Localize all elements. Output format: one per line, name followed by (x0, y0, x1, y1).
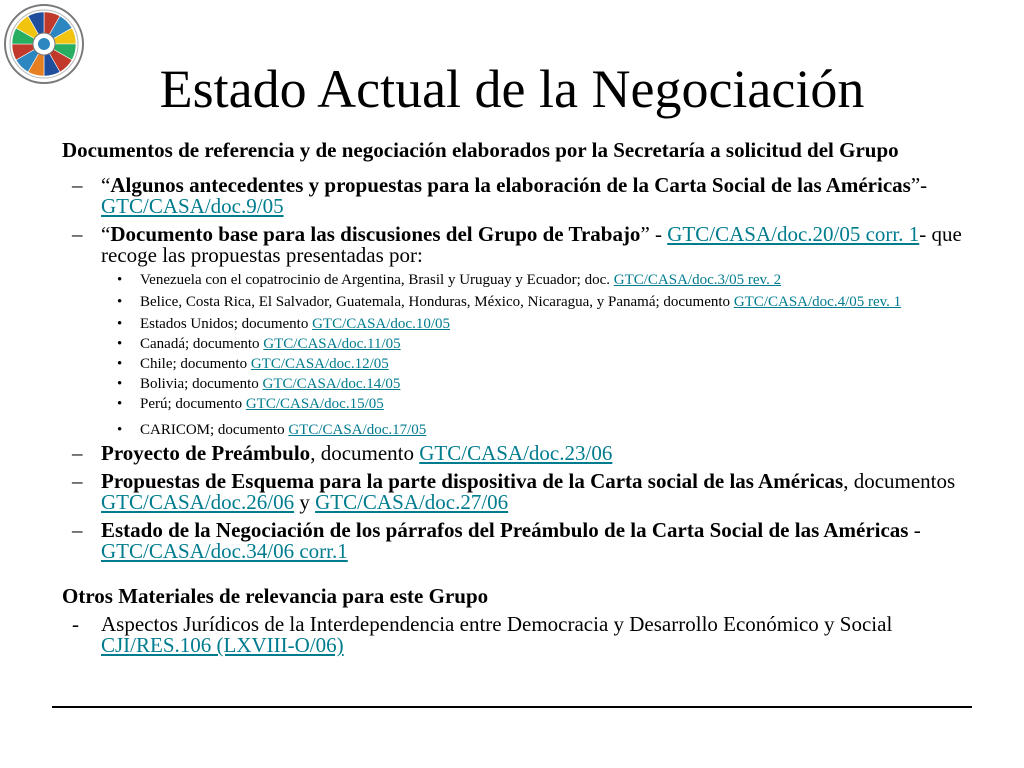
item-title: Algunos antecedentes y propuestas para la elaboración de la Carta Social de las Américas (110, 173, 911, 197)
doc-link[interactable]: GTC/CASA/doc.17/05 (288, 422, 427, 438)
bullet-marker: • (117, 356, 123, 372)
list-item: – “Algunos antecedentes y propuestas para la elaboración de la Carta Social de las Américas”- GTC/CASA/doc.9/05 (72, 173, 928, 218)
list-item: • Bolivia; documento GTC/CASA/doc.14/05 (117, 376, 401, 392)
item-title: Proyecto de Preámbulo (101, 441, 311, 465)
doc-link[interactable]: GTC/CASA/doc.11/05 (263, 336, 401, 352)
bullet-marker: • (117, 376, 123, 392)
doc-link[interactable]: CJI/RES.106 (LXVIII-O/06) (101, 633, 344, 657)
list-item: – Estado de la Negociación de los párrafos del Preámbulo de la Carta Social de las Américas - GTC/CASA/doc.34/06 corr.1 (72, 518, 921, 563)
doc-link[interactable]: GTC/CASA/doc.23/06 (419, 441, 613, 465)
list-item: – Proyecto de Preámbulo, documento GTC/CASA/doc.23/06 (72, 441, 613, 465)
slide-content (62, 140, 972, 656)
list-item: • Perú; documento GTC/CASA/doc.15/05 (117, 396, 384, 412)
bullet-marker: • (117, 294, 123, 310)
dash-marker: – (72, 222, 83, 246)
list-item: • Chile; documento GTC/CASA/doc.12/05 (117, 356, 389, 372)
list-item: – Propuestas de Esquema para la parte dispositiva de la Carta social de las Américas, documentos GTC/CASA/doc.26/06 y GTC/CASA/doc.27/06 (72, 469, 956, 514)
doc-link[interactable]: GTC/CASA/doc.20/05 corr. 1 (667, 222, 920, 246)
list-item: • Venezuela con el copatrocinio de Argentina, Brasil y Uruguay y Ecuador; doc. GTC/CASA/doc.3/05 rev. 2 (117, 272, 782, 288)
list-item: • Canadá; documento GTC/CASA/doc.11/05 (117, 336, 401, 352)
other-materials-heading: Otros Materiales de relevancia para este Grupo (62, 584, 489, 608)
doc-link[interactable]: GTC/CASA/doc.26/06 (101, 490, 295, 514)
bullet-marker: • (117, 422, 123, 438)
item-title: Estado de la Negociación de los párrafos del Preámbulo de la Carta Social de las Américas (101, 518, 909, 542)
bullet-marker: • (117, 336, 123, 352)
dash-marker: – (72, 173, 83, 197)
doc-link[interactable]: GTC/CASA/doc.15/05 (245, 396, 384, 412)
list-item: • Estados Unidos; documento GTC/CASA/doc.10/05 (117, 316, 451, 332)
doc-link[interactable]: GTC/CASA/doc.9/05 (101, 194, 284, 218)
item-title: Propuestas de Esquema para la parte dispositiva de la Carta social de las Américas (101, 469, 844, 493)
dash-marker: - (72, 612, 79, 636)
docs-heading: Documentos de referencia y de negociación elaborados por la Secretaría a solicitud del Grupo (62, 138, 899, 162)
list-item: • CARICOM; documento GTC/CASA/doc.17/05 (117, 422, 427, 438)
slide-title: Estado Actual de la Negociación (159, 59, 865, 119)
list-item: • Belice, Costa Rica, El Salvador, Guatemala, Honduras, México, Nicaragua, y Panamá; documento GTC/CASA/doc.4/05 rev. 1 (117, 294, 902, 310)
doc-link[interactable]: GTC/CASA/doc.14/05 (262, 376, 401, 392)
dash-marker: – (72, 441, 83, 465)
dash-marker: – (72, 469, 83, 493)
bottom-divider (52, 706, 972, 708)
dash-marker: – (72, 518, 83, 542)
doc-link[interactable]: GTC/CASA/doc.34/06 corr.1 (101, 539, 348, 563)
list-item: – “Documento base para las discusiones del Grupo de Trabajo” - GTC/CASA/doc.20/05 corr. 1- que recoge las propuestas presentadas por: (72, 222, 962, 267)
item-title: Documento base para las discusiones del Grupo de Trabajo (110, 222, 641, 246)
list-item: - Aspectos Jurídicos de la Interdependencia entre Democracia y Desarrollo Económico y Social CJI/RES.106 (LXVIII-O/06) (72, 612, 893, 657)
doc-link[interactable]: GTC/CASA/doc.27/06 (315, 490, 509, 514)
bullet-marker: • (117, 272, 123, 288)
bullet-marker: • (117, 316, 123, 332)
doc-link[interactable]: GTC/CASA/doc.12/05 (250, 356, 389, 372)
bullet-marker: • (117, 396, 123, 412)
doc-link[interactable]: GTC/CASA/doc.3/05 rev. 2 (613, 272, 782, 288)
doc-link[interactable]: GTC/CASA/doc.4/05 rev. 1 (733, 294, 902, 310)
doc-link[interactable]: GTC/CASA/doc.10/05 (312, 316, 451, 332)
